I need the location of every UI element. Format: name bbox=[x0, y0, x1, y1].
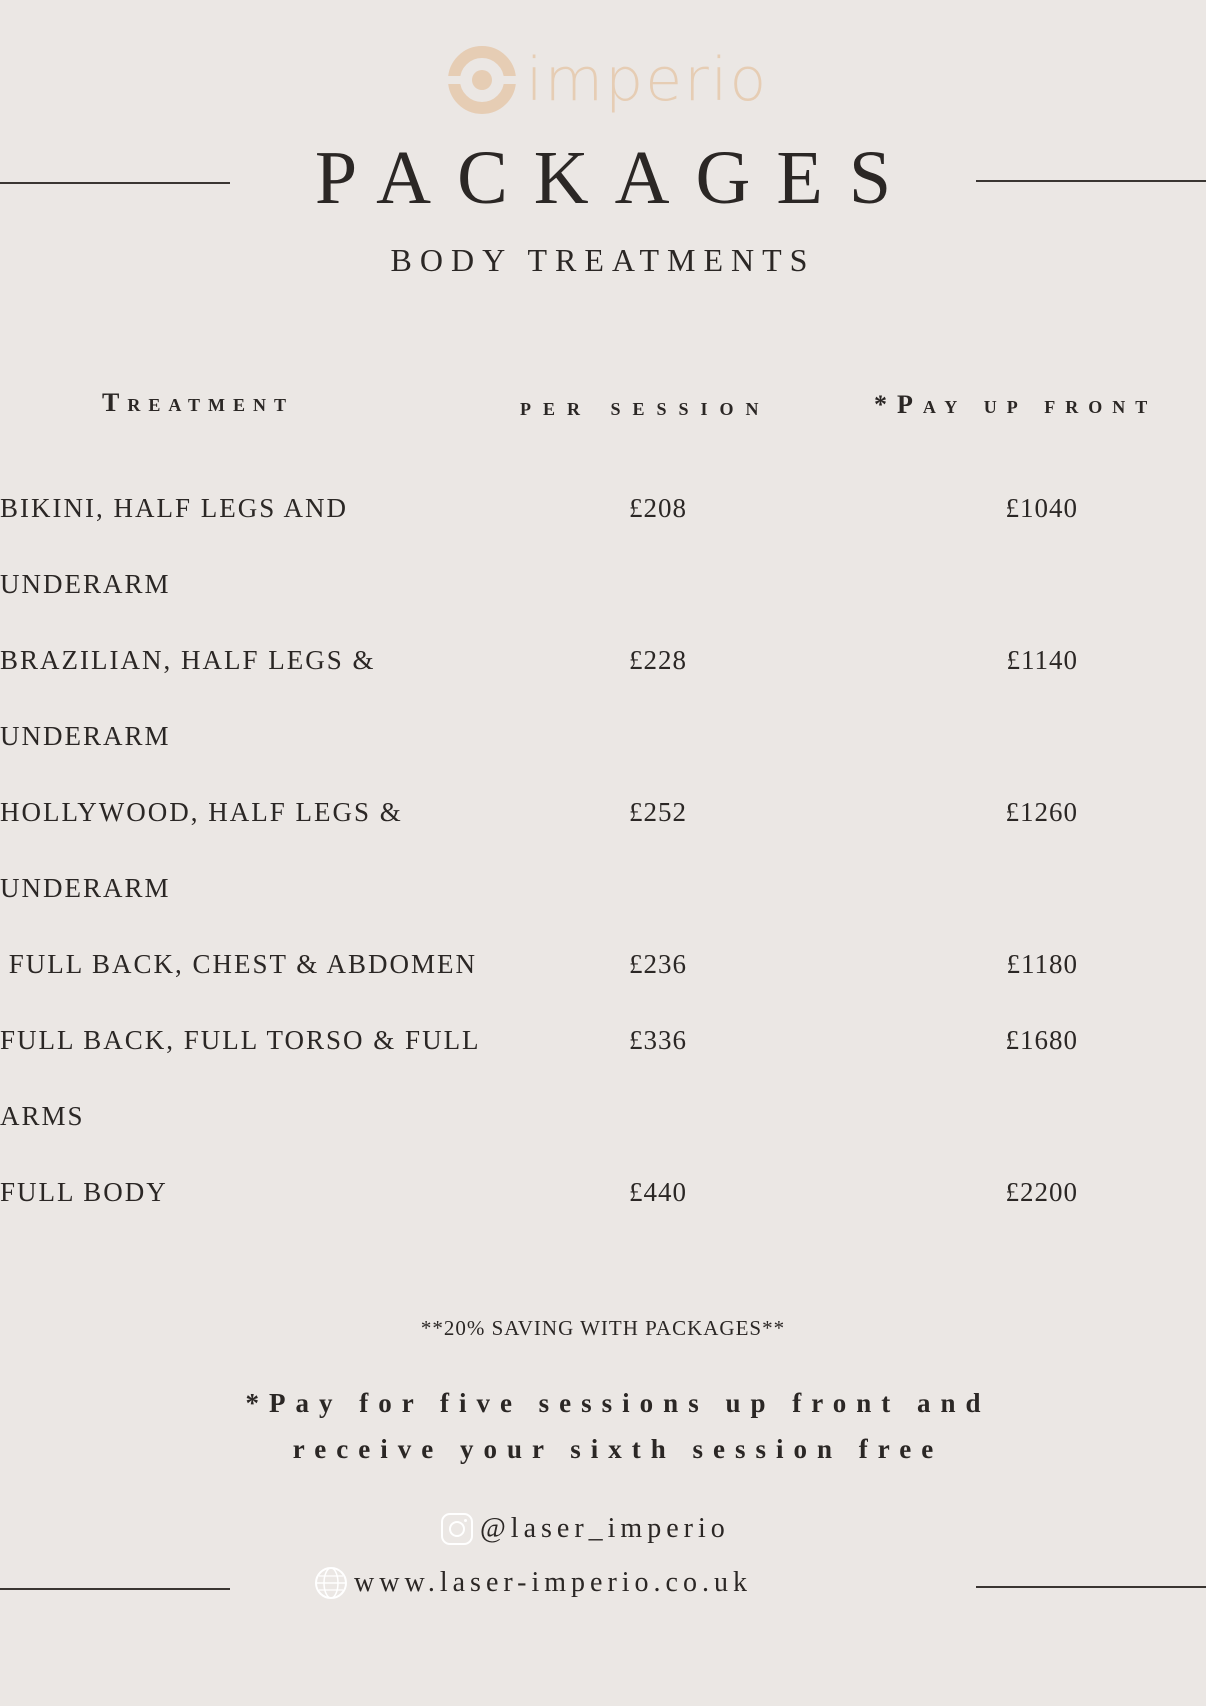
logo-text: imperio bbox=[526, 45, 769, 115]
globe-icon bbox=[314, 1566, 348, 1600]
row-5-treatment-line-1: FULL BACK, FULL TORSO & FULL bbox=[0, 1025, 481, 1055]
offer-line-2: receive your sixth session free bbox=[292, 1434, 944, 1464]
instagram-handle[interactable] bbox=[440, 1512, 730, 1546]
row-6-up-front: £2200 bbox=[1005, 1177, 1078, 1207]
page-subtitle: BODY TREATMENTS bbox=[390, 242, 816, 278]
row-5-treatment-line-2: ARMS bbox=[0, 1101, 85, 1131]
page-title: PACKAGES bbox=[314, 136, 918, 220]
website-text: www.laser-imperio.co.uk bbox=[354, 1567, 752, 1598]
footer-rule-right bbox=[976, 1586, 1206, 1588]
row-3-treatment-line-2: UNDERARM bbox=[0, 873, 171, 903]
row-2-up-front: £1140 bbox=[1006, 645, 1078, 675]
row-2-per-session: £228 bbox=[629, 645, 687, 675]
row-3-up-front: £1260 bbox=[1005, 797, 1078, 827]
offer-note bbox=[0, 1380, 1206, 1472]
row-1-per-session: £208 bbox=[629, 493, 687, 523]
row-4-treatment-line-1: FULL BACK, CHEST & ABDOMEN bbox=[0, 949, 478, 979]
row-4-up-front: £1180 bbox=[1006, 949, 1078, 979]
column-header-treatment: Treatment bbox=[102, 388, 295, 417]
instagram-icon bbox=[440, 1512, 474, 1546]
column-header-per-session: per session bbox=[520, 392, 771, 421]
row-2-treatment-line-2: UNDERARM bbox=[0, 721, 171, 751]
instagram-text: @laser_imperio bbox=[480, 1513, 730, 1544]
column-header-pay-up-front: *Pay up front bbox=[874, 390, 1158, 419]
logo bbox=[446, 44, 768, 116]
row-6-treatment-line-1: FULL BODY bbox=[0, 1177, 168, 1207]
row-5-per-session: £336 bbox=[629, 1025, 687, 1055]
row-3-treatment-line-1: HOLLYWOOD, HALF LEGS & bbox=[0, 797, 403, 827]
row-1-treatment-line-1: BIKINI, HALF LEGS AND bbox=[0, 493, 348, 523]
row-3-per-session: £252 bbox=[629, 797, 687, 827]
saving-note: **20% SAVING WITH PACKAGES** bbox=[420, 1316, 786, 1340]
logo-mark-icon bbox=[446, 44, 518, 116]
row-1-up-front: £1040 bbox=[1005, 493, 1078, 523]
website-link[interactable] bbox=[314, 1566, 752, 1600]
row-6-per-session: £440 bbox=[629, 1177, 687, 1207]
offer-line-1: *Pay for five sessions up front and bbox=[245, 1388, 991, 1418]
footer-rule-left bbox=[0, 1588, 230, 1590]
row-2-treatment-line-1: BRAZILIAN, HALF LEGS & bbox=[0, 645, 376, 675]
row-4-per-session: £236 bbox=[629, 949, 687, 979]
row-1-treatment-line-2: UNDERARM bbox=[0, 569, 171, 599]
row-5-up-front: £1680 bbox=[1005, 1025, 1078, 1055]
